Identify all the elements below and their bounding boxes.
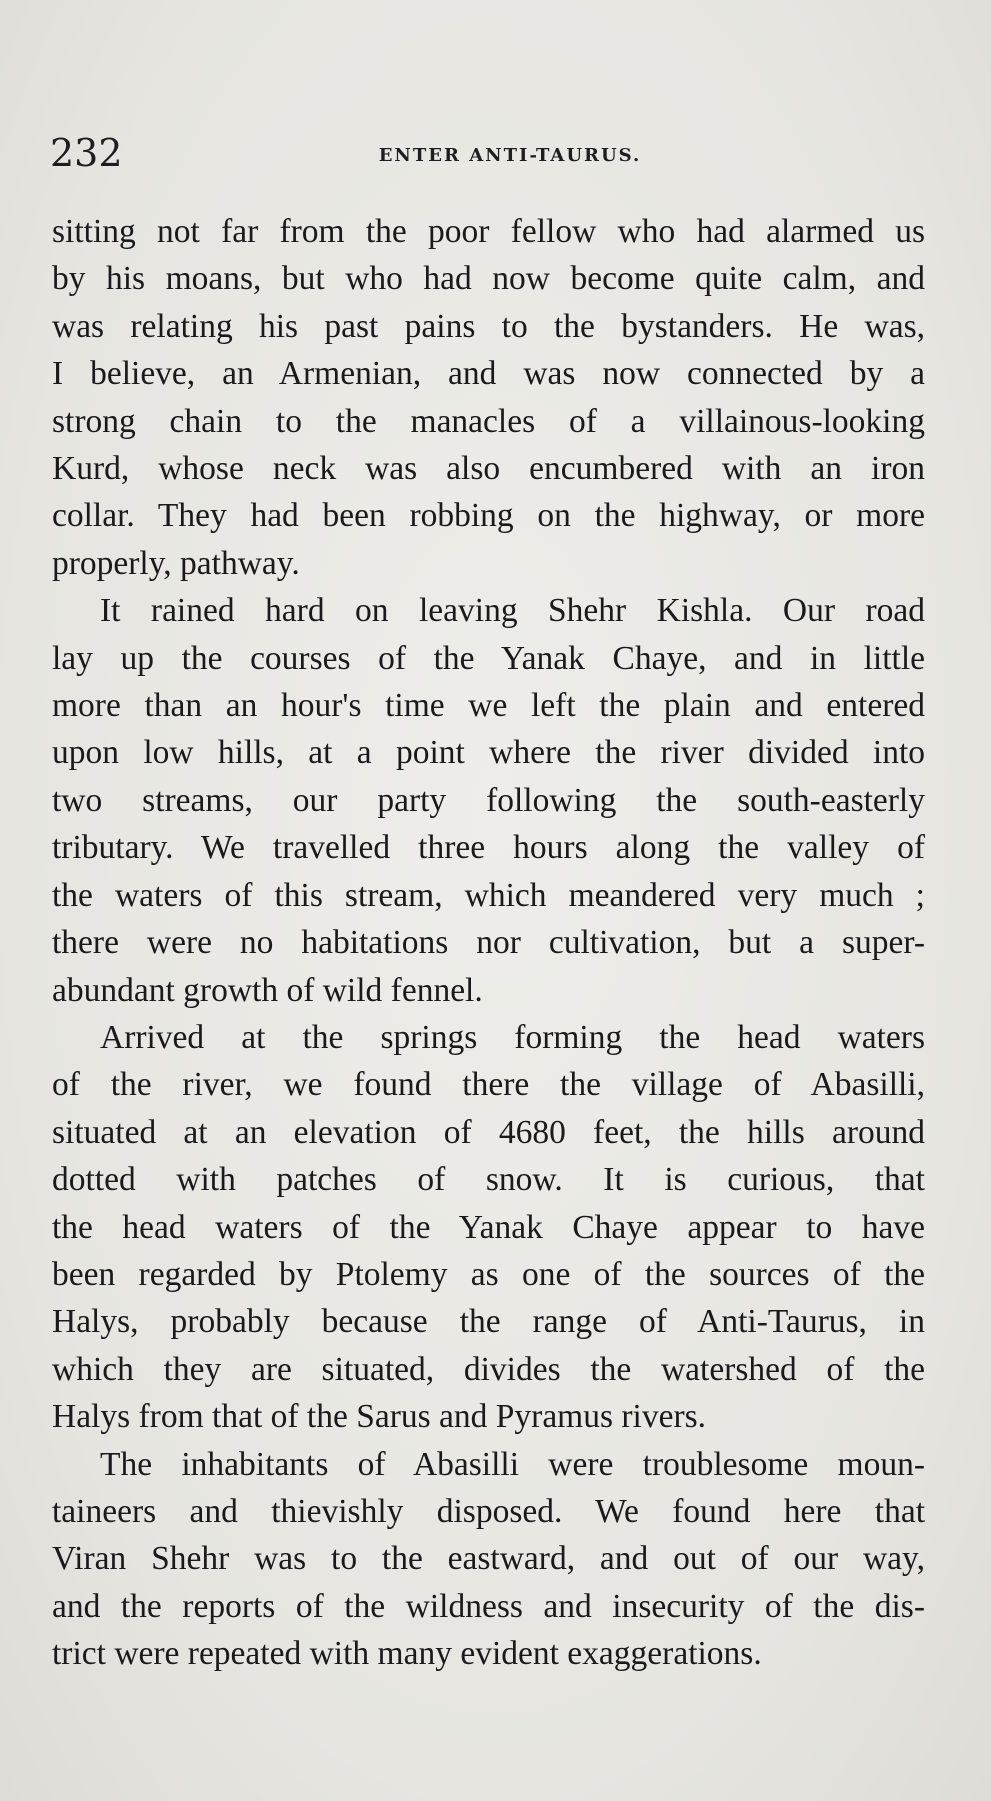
- text-line: was relating his past pains to the bystanders. He was,: [52, 307, 925, 345]
- text-line: Halys from that of the Sarus and Pyramus rivers.: [52, 1398, 707, 1436]
- text-line: collar. They had been robbing on the highway, or more: [52, 497, 925, 535]
- running-head: ENTER ANTI-TAURUS.: [378, 145, 642, 166]
- text-line: which they are situated, divides the watershed of the: [52, 1350, 925, 1388]
- paragraph: [52, 208, 925, 587]
- text-line: Arrived at the springs forming the head waters: [100, 1018, 925, 1056]
- text-line: Kurd, whose neck was also encumbered with an iron: [52, 450, 925, 488]
- text-line: properly, pathway.: [52, 544, 300, 582]
- text-line: abundant growth of wild fennel.: [52, 971, 483, 1009]
- text-line: dotted with patches of snow. It is curious, that: [52, 1161, 925, 1199]
- text-line: Viran Shehr was to the eastward, and out of our way,: [52, 1540, 925, 1578]
- page-header: [50, 128, 930, 178]
- text-line: strong chain to the manacles of a villainous-looking: [52, 402, 925, 440]
- body-text: [52, 208, 925, 1678]
- text-line: by his moans, but who had now become quite calm, and: [52, 260, 925, 298]
- text-line: I believe, an Armenian, and was now connected by a: [52, 355, 925, 393]
- text-line: upon low hills, at a point where the river divided into: [52, 734, 925, 772]
- text-line: Halys, probably because the range of Anti-Taurus, in: [52, 1303, 925, 1341]
- text-line: tributary. We travelled three hours along the valley of: [52, 829, 925, 867]
- paragraph: [52, 1014, 925, 1441]
- text-line: and the reports of the wildness and insecurity of the dis-: [52, 1587, 925, 1625]
- text-line: situated at an elevation of 4680 feet, the hills around: [52, 1113, 925, 1151]
- text-line: the head waters of the Yanak Chaye appear to have: [52, 1208, 925, 1246]
- page-number: 232: [50, 131, 123, 175]
- text-line: trict were repeated with many evident exaggerations.: [52, 1635, 762, 1673]
- text-line: The inhabitants of Abasilli were troublesome moun-: [100, 1445, 925, 1483]
- text-line: taineers and thievishly disposed. We found here that: [52, 1492, 925, 1530]
- text-line: two streams, our party following the south-easterly: [52, 781, 925, 819]
- text-line: It rained hard on leaving Shehr Kishla. Our road: [100, 592, 925, 630]
- text-line: more than an hour's time we left the plain and entered: [52, 687, 925, 725]
- text-line: lay up the courses of the Yanak Chaye, and in little: [52, 639, 925, 677]
- paragraph: [52, 587, 925, 1014]
- text-line: been regarded by Ptolemy as one of the sources of the: [52, 1255, 925, 1293]
- text-line: of the river, we found there the village of Abasilli,: [52, 1066, 925, 1104]
- text-line: the waters of this stream, which meandered very much ;: [52, 876, 925, 914]
- text-line: sitting not far from the poor fellow who had alarmed us: [52, 213, 925, 250]
- text-line: there were no habitations nor cultivation, but a super-: [52, 924, 925, 962]
- paragraph: [52, 1441, 925, 1678]
